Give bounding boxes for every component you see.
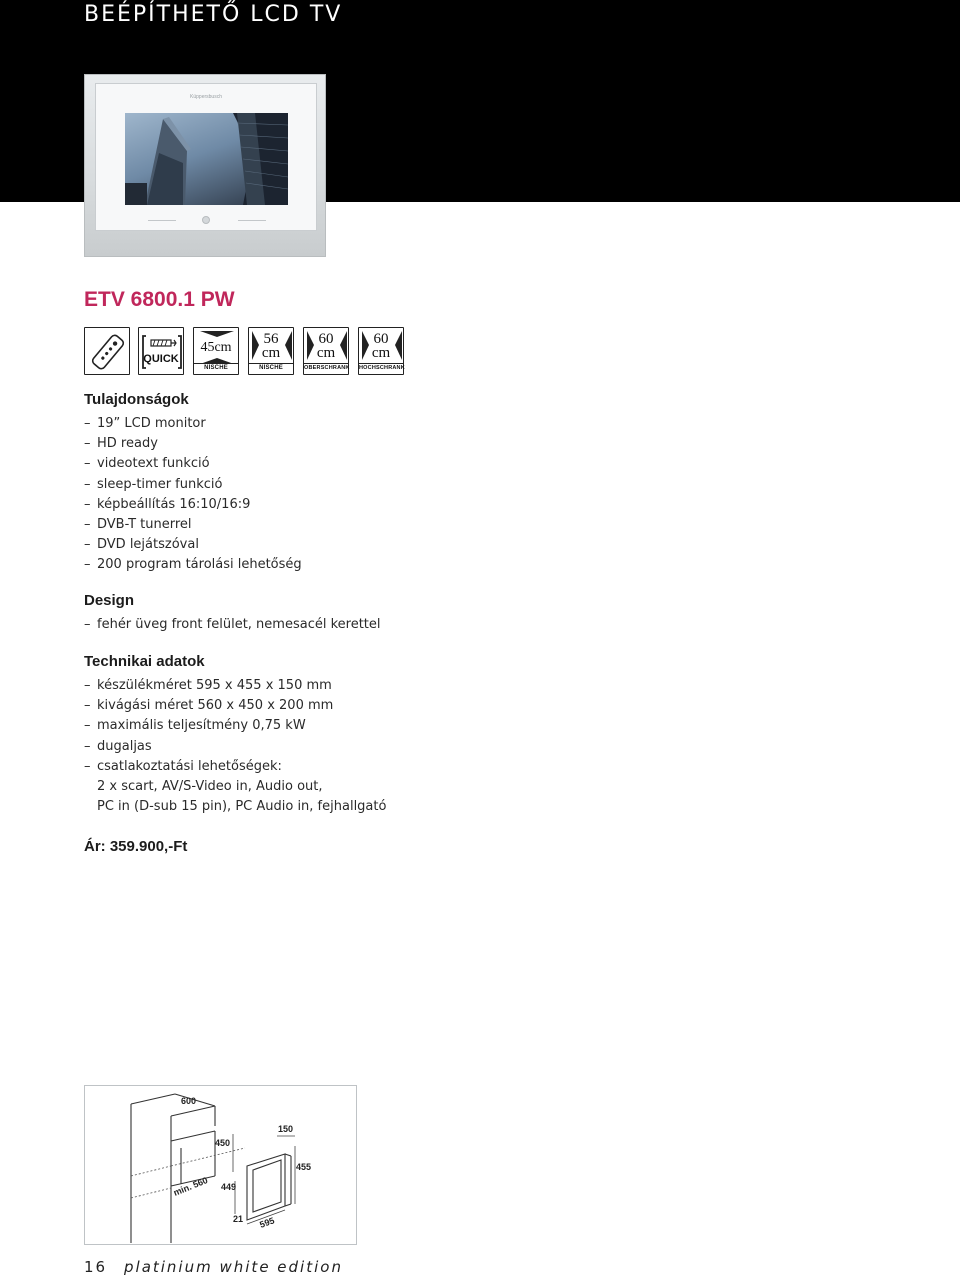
tv-control-line-right: [238, 220, 266, 221]
quick-label: QUICK: [143, 353, 179, 365]
list-dash: –: [84, 496, 91, 512]
product-photo: [84, 74, 326, 257]
list-item-text: készülékméret 595 x 455 x 150 mm: [97, 678, 332, 693]
dim-455: 455: [296, 1162, 312, 1172]
list-item: [84, 475, 302, 495]
list-dash: –: [84, 537, 91, 553]
nische-45-value: 45cm: [200, 340, 232, 355]
list-dash: –: [84, 617, 91, 632]
properties-list: [84, 414, 302, 576]
oberschrank-60-icon: [303, 327, 349, 375]
list-item: [84, 676, 386, 696]
list-item: [84, 454, 302, 474]
nische-45-icon: [193, 327, 239, 375]
quick-install-icon: [138, 327, 184, 375]
design-heading: Design: [84, 592, 135, 609]
list-item-text: dugaljas: [97, 738, 152, 754]
list-item-text: maximális teljesítmény 0,75 kW: [97, 718, 306, 734]
tv-power-button: [202, 216, 210, 224]
list-item: [84, 515, 302, 535]
nische-45-caption: NISCHE: [194, 363, 238, 373]
list-item-text: 2 x scart, AV/S-Video in, Audio out,: [97, 779, 323, 795]
price: Ár: 359.900,-Ft: [84, 838, 188, 855]
skyscraper-image: [125, 113, 288, 205]
nische-56-value: 56: [263, 331, 279, 347]
list-dash: –: [84, 718, 91, 734]
list-item: [84, 615, 381, 635]
installation-diagram: [84, 1085, 357, 1245]
dim-595: 595: [258, 1215, 276, 1230]
list-dash: –: [84, 416, 91, 431]
list-item-text: 19” LCD monitor: [97, 416, 206, 431]
dim-600: 600: [181, 1096, 197, 1106]
hochschrank-60-unit: cm: [371, 345, 391, 361]
hochschrank-60-caption: HOCHSCHRANK: [359, 365, 405, 371]
list-item-text: DVD lejátszóval: [97, 537, 199, 553]
dim-449: 449: [221, 1182, 237, 1192]
tv-frame: [95, 83, 317, 231]
list-dash: –: [84, 738, 91, 754]
remote-control-icon: [84, 327, 130, 375]
list-item: [84, 414, 302, 434]
oberschrank-60-caption: OBERSCHRANK: [304, 365, 350, 371]
list-item: [84, 696, 386, 716]
list-dash: –: [84, 557, 91, 573]
list-dash: –: [84, 698, 91, 714]
hochschrank-60-icon: [358, 327, 404, 375]
nische-56-caption: NISCHE: [249, 363, 293, 373]
list-item-continuation: [84, 797, 386, 817]
edition-name: platinium white edition: [124, 1258, 343, 1276]
list-item: [84, 737, 386, 757]
dim-min-560: min. 560: [172, 1175, 210, 1198]
nische-56-icon: [248, 327, 294, 375]
list-item-text: kivágási méret 560 x 450 x 200 mm: [97, 698, 334, 714]
oberschrank-60-value: 60: [318, 331, 334, 347]
list-item-text: sleep-timer funkció: [97, 476, 223, 492]
list-item-text: 200 program tárolási lehetőség: [97, 557, 302, 573]
list-item: [84, 757, 386, 777]
list-item: [84, 535, 302, 555]
dim-450: 450: [215, 1138, 231, 1148]
list-item-text: DVB-T tunerrel: [97, 517, 192, 533]
page-number: 16: [84, 1258, 108, 1276]
list-item-text: HD ready: [97, 436, 158, 452]
tv-controls: [96, 215, 316, 225]
list-item: [84, 555, 302, 575]
page-title: BEÉPÍTHETŐ LCD TV: [84, 2, 343, 27]
list-dash: –: [84, 678, 91, 693]
tv-screen-image: [125, 113, 288, 205]
hochschrank-60-value: 60: [373, 331, 389, 347]
list-item: [84, 716, 386, 736]
list-item-text: képbeállítás 16:10/16:9: [97, 496, 251, 512]
properties-heading: Tulajdonságok: [84, 391, 189, 408]
technical-heading: Technikai adatok: [84, 653, 205, 670]
list-item-text: videotext funkció: [97, 456, 210, 472]
list-dash: –: [84, 476, 91, 492]
list-dash: –: [84, 758, 91, 774]
list-dash: –: [84, 517, 91, 533]
list-dash: –: [84, 456, 91, 472]
list-item: [84, 495, 302, 515]
list-item-text: PC in (D-sub 15 pin), PC Audio in, fejhallgató: [97, 799, 387, 815]
list-item: [84, 434, 302, 454]
list-item-text: fehér üveg front felület, nemesacél kerettel: [97, 617, 381, 632]
technical-list: [84, 676, 386, 817]
installation-drawing: [85, 1086, 355, 1243]
dim-21: 21: [233, 1214, 244, 1224]
tv-brand-logo: Küppersbusch: [190, 94, 222, 100]
nische-56-unit: cm: [261, 345, 281, 361]
list-item-text: csatlakoztatási lehetőségek:: [97, 758, 282, 774]
list-item-continuation: [84, 777, 386, 797]
design-list: [84, 615, 381, 635]
tv-control-line-left: [148, 220, 176, 221]
oberschrank-60-unit: cm: [316, 345, 336, 361]
dim-150: 150: [278, 1124, 294, 1134]
list-dash: –: [84, 436, 91, 452]
product-name: ETV 6800.1 PW: [84, 288, 235, 311]
